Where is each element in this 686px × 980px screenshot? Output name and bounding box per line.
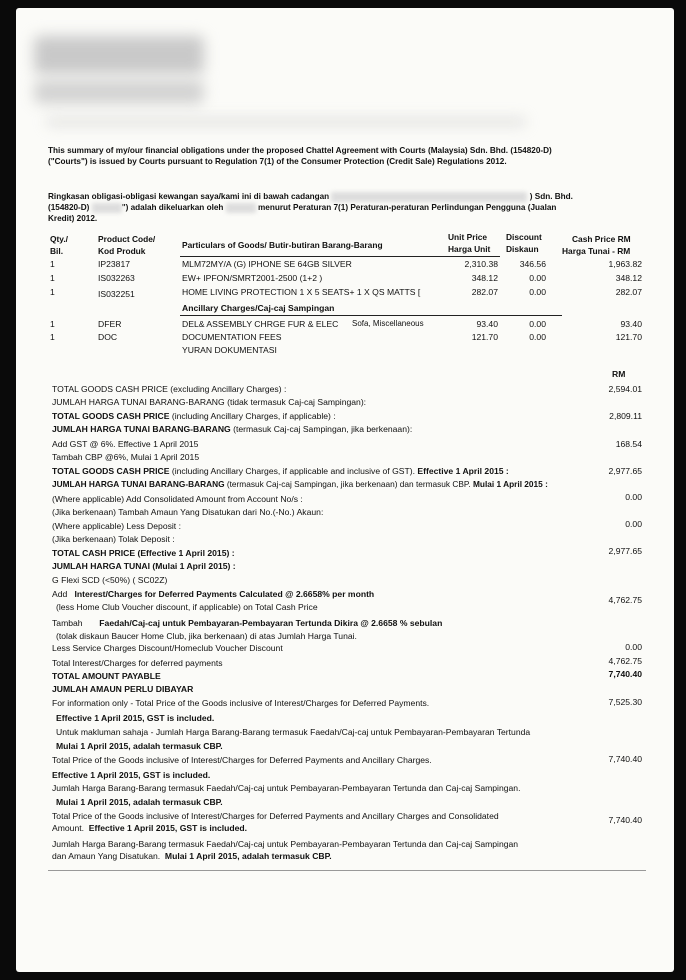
row-qty: 1 <box>50 259 55 269</box>
total-price-ancillary-gst: Effective 1 April 2015, GST is included. <box>52 770 211 780</box>
header-rule <box>180 256 500 257</box>
label-normal: Tambah <box>52 618 83 628</box>
intro-my-line-2 <box>48 203 556 213</box>
row-qty: 1 <box>50 319 55 329</box>
col-discount-header-my: Diskaun <box>506 244 539 254</box>
total-goods-incl <box>52 411 336 421</box>
row-code: DOC <box>98 332 118 342</box>
row-desc: DEL& ASSEMBLY CHRGE FUR & ELEC <box>182 319 339 329</box>
label-normal: Add <box>52 589 68 599</box>
col-code-header: Product Code/ <box>98 234 156 244</box>
row-cash-price: 348.12 <box>615 273 642 283</box>
total-goods-gst <box>52 466 509 476</box>
row-discount: 346.56 <box>519 259 546 269</box>
intro-my-line-2a: (154820-D) <box>48 203 90 212</box>
doc-fees-my: YURAN DOKUMENTASI <box>182 345 277 355</box>
label-bold: JUMLAH HARGA TUNAI BARANG-BARANG <box>52 479 225 489</box>
label-normal: (termasuk Caj-caj Sampingan, jika berkenaan) dan termasuk CBP. <box>226 479 471 489</box>
add-interest-my <box>52 618 442 628</box>
less-deposit: (Where applicable) Less Deposit : <box>52 521 181 531</box>
row-cash-price: 121.70 <box>615 332 642 342</box>
intro-my-line-1 <box>48 192 573 202</box>
info-total-price: For information only - Total Price of the Goods inclusive of Interest/Charges for Deferred Payments. <box>52 698 430 708</box>
intro-my-line-2c: menurut Peraturan 7(1) Peraturan-peraturan Perlindungan Pengguna (Jualan <box>257 203 557 212</box>
total-goods-excl: TOTAL GOODS CASH PRICE (excluding Ancillary Charges) : <box>52 384 287 394</box>
row-unit-price: 2,310.38 <box>464 259 498 269</box>
total-price-consolidated-my: Jumlah Harga Barang-Barang termasuk Faedah/Caj-caj untuk Pembayaran-Pembayaran Tertunda dan Caj-caj Sampingan <box>52 839 519 849</box>
total-price-consolidated-my-2 <box>52 851 332 861</box>
add-interest-my-sub: (tolak diskaun Baucer Home Club, jika berkenaan) di atas Jumlah Harga Tunai. <box>56 631 357 641</box>
intro-line-1: This summary of my/our financial obligations under the proposed Chattel Agreement with Courts (Malaysia) Sdn. Bhd. (154820-D) <box>48 146 552 155</box>
redacted-letterhead <box>34 36 204 74</box>
intro-line-2: ("Courts") is issued by Courts pursuant to Regulation 7(1) of the Consumer Protection (Credit Sale) Regulations 2012. <box>48 157 507 166</box>
label-bold: TOTAL GOODS CASH PRICE <box>52 411 170 421</box>
total-price-ancillary-value: 7,740.40 <box>608 754 642 764</box>
row-code: DFER <box>98 319 122 329</box>
add-gst-my: Tambah CBP @6%, Mulai 1 April 2015 <box>52 452 200 462</box>
label-bold: TOTAL GOODS CASH PRICE <box>52 466 170 476</box>
col-discount-header: Discount <box>506 232 542 242</box>
info-cbp-note: Mulai 1 April 2015, adalah termasuk CBP. <box>56 741 223 751</box>
row-unit-price: 282.07 <box>471 287 498 297</box>
col-cash-header: Cash Price RM <box>572 234 631 244</box>
total-amount-payable-value: 7,740.40 <box>608 669 642 679</box>
label-normal: (including Ancillary Charges, if applicable) : <box>171 411 336 421</box>
less-service-discount-value: 0.00 <box>625 642 642 652</box>
col-cash-header-my: Harga Tunai - RM <box>562 246 631 256</box>
total-goods-excl-my: JUMLAH HARGA TUNAI BARANG-BARANG (tidak termasuk Caj-caj Sampingan): <box>52 397 367 407</box>
col-qty-header: Qty./ <box>50 234 68 244</box>
col-code-header-my: Kod Produk <box>98 246 146 256</box>
document-page <box>16 8 674 972</box>
row-code: IP23817 <box>98 259 131 269</box>
redacted-text <box>226 203 256 213</box>
consolidated-amount-my: (Jika berkenaan) Tambah Amaun Yang Disatukan dari No.(-No.) Akaun: <box>52 507 324 517</box>
label-normal: (including Ancillary Charges, if applicable and inclusive of GST). <box>171 466 415 476</box>
total-price-ancillary-cbp: Mulai 1 April 2015, adalah termasuk CBP. <box>56 797 223 807</box>
total-cash-price-value: 2,977.65 <box>608 546 642 556</box>
total-goods-gst-my <box>52 479 548 489</box>
row-discount: 0.00 <box>529 273 546 283</box>
total-cash-price: TOTAL CASH PRICE (Effective 1 April 2015) : <box>52 548 235 558</box>
row-desc: MLM72MY/A (G) IPHONE SE 64GB SILVER <box>182 259 352 269</box>
row-desc: EW+ IPFON/SMRT2001-2500 (1+2 ) <box>182 273 323 283</box>
total-price-consolidated-value: 7,740.40 <box>608 815 642 825</box>
intro-my-line-2b: ") adalah dikeluarkan oleh <box>121 203 224 212</box>
total-price-ancillary-my: Jumlah Harga Barang-Barang termasuk Faedah/Caj-caj untuk Pembayaran-Pembayaran Tertunda dan Caj-caj Sampingan. <box>52 783 521 793</box>
row-desc-extra: Sofa, Miscellaneous <box>352 319 424 328</box>
col-unit-header-my: Harga Unit <box>448 244 491 254</box>
row-cash-price: 1,963.82 <box>608 259 642 269</box>
total-amount-payable-my: JUMLAH AMAUN PERLU DIBAYAR <box>52 684 194 694</box>
less-service-discount: Less Service Charges Discount/Homeclub Voucher Discount <box>52 643 283 653</box>
label-normal: Amount. <box>52 823 85 833</box>
info-total-price-value: 7,525.30 <box>608 697 642 707</box>
row-desc: DOCUMENTATION FEES <box>182 332 282 342</box>
row-discount: 0.00 <box>529 319 546 329</box>
row-cash-price: 93.40 <box>620 319 642 329</box>
consolidated-amount-value: 0.00 <box>625 492 642 502</box>
less-deposit-value: 0.00 <box>625 519 642 529</box>
intro-my-line-1a: Ringkasan obligasi-obligasi kewangan saya/kami ini di bawah cadangan <box>48 192 330 201</box>
row-code: IS032251 <box>98 289 135 299</box>
footer-rule <box>48 870 646 871</box>
label-bold: Mulai 1 April 2015, adalah termasuk CBP. <box>164 851 332 861</box>
total-price-consolidated-2 <box>52 823 247 833</box>
add-interest <box>52 589 374 599</box>
row-desc: HOME LIVING PROTECTION 1 X 5 SEATS+ 1 X QS MATTS [ <box>182 287 421 297</box>
ancillary-title: Ancillary Charges/Caj-caj Sampingan <box>182 303 335 313</box>
label-bold: Effective 1 April 2015 : <box>417 466 509 476</box>
info-gst-note: Effective 1 April 2015, GST is included. <box>56 713 215 723</box>
label-normal: (termasuk Caj-caj Sampingan, jika berkenaan): <box>233 424 413 434</box>
row-code: IS032263 <box>98 273 135 283</box>
info-total-price-my: Untuk makluman sahaja - Jumlah Harga Barang-Barang termasuk Faedah/Caj-caj untuk Pembayaran-Pembayaran Tertunda <box>56 727 531 737</box>
col-particulars-header: Particulars of Goods/ Butir-butiran Barang-Barang <box>182 240 383 250</box>
total-cash-price-my: JUMLAH HARGA TUNAI (Mulai 1 April 2015) : <box>52 561 236 571</box>
less-deposit-my: (Jika berkenaan) Tolak Deposit : <box>52 534 175 544</box>
plan-name: G Flexi SCD (<50%) ( SC02Z) <box>52 575 168 585</box>
label-bold: JUMLAH HARGA TUNAI BARANG-BARANG <box>52 424 231 434</box>
row-discount: 0.00 <box>529 287 546 297</box>
row-unit-price: 93.40 <box>476 319 498 329</box>
consolidated-amount: (Where applicable) Add Consolidated Amount from Account No/s : <box>52 494 303 504</box>
total-interest-value: 4,762.75 <box>608 656 642 666</box>
label-bold: Faedah/Caj-caj untuk Pembayaran-Pembayaran Tertunda Dikira @ 2.6658 % sebulan <box>99 618 443 628</box>
add-gst: Add GST @ 6%. Effective 1 April 2015 <box>52 439 199 449</box>
add-interest-sub: (less Home Club Voucher discount, if applicable) on Total Cash Price <box>56 602 318 612</box>
row-discount: 0.00 <box>529 332 546 342</box>
redacted-address-line <box>46 118 526 126</box>
total-amount-payable: TOTAL AMOUNT PAYABLE <box>52 671 161 681</box>
add-gst-value: 168.54 <box>615 439 642 449</box>
label-bold: Mulai 1 April 2015 : <box>472 479 548 489</box>
total-goods-excl-value: 2,594.01 <box>608 384 642 394</box>
label-bold: Interest/Charges for Deferred Payments Calculated @ 2.6658% per month <box>74 589 375 599</box>
row-unit-price: 121.70 <box>471 332 498 342</box>
total-goods-incl-my <box>52 424 412 434</box>
row-unit-price: 348.12 <box>471 273 498 283</box>
total-interest: Total Interest/Charges for deferred payments <box>52 658 223 668</box>
col-qty-header-my: Bil. <box>50 246 64 256</box>
add-interest-value: 4,762.75 <box>608 595 642 605</box>
col-unit-header: Unit Price <box>448 232 488 242</box>
redacted-address <box>34 80 204 104</box>
ancillary-rule <box>180 315 562 316</box>
total-price-ancillary: Total Price of the Goods inclusive of Interest/Charges for Deferred Payments and Ancillary Charges. <box>52 755 432 765</box>
total-goods-incl-value: 2,809.11 <box>609 411 642 421</box>
redacted-text <box>331 192 527 202</box>
label-bold: Effective 1 April 2015, GST is included. <box>88 823 248 833</box>
label-normal: dan Amaun Yang Disatukan. <box>52 851 161 861</box>
total-price-consolidated: Total Price of the Goods inclusive of Interest/Charges for Deferred Payments and Ancillary Charges and Consolidated <box>52 811 499 821</box>
total-goods-gst-value: 2,977.65 <box>608 466 642 476</box>
row-cash-price: 282.07 <box>615 287 642 297</box>
rm-label: RM <box>612 369 626 379</box>
intro-my-line-3: Kredit) 2012. <box>48 214 98 223</box>
redacted-text <box>92 203 122 213</box>
row-qty: 1 <box>50 332 55 342</box>
row-qty: 1 <box>50 273 55 283</box>
row-qty: 1 <box>50 287 55 297</box>
intro-my-line-1b: ) Sdn. Bhd. <box>529 192 573 201</box>
